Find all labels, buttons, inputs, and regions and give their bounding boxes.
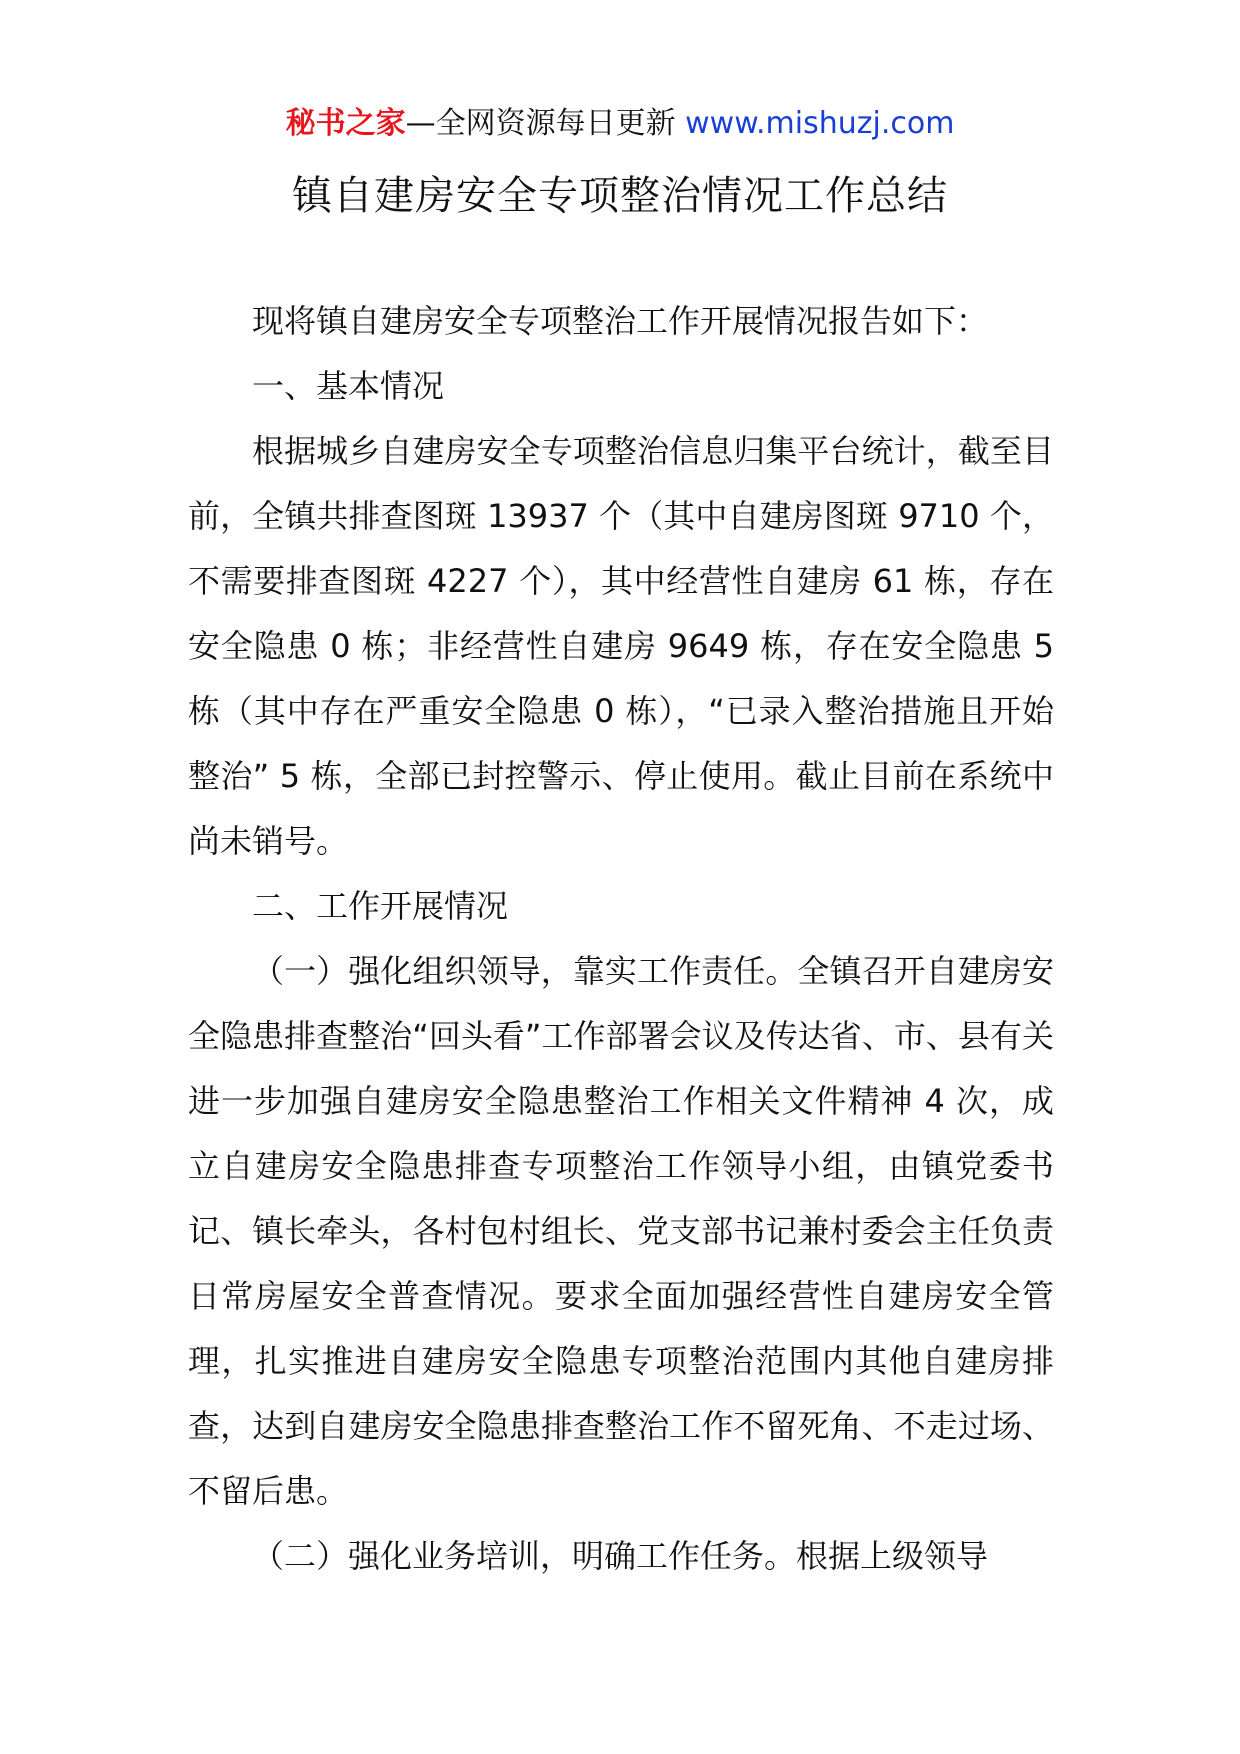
header-slogan: —全网资源每日更新 [405, 106, 676, 141]
site-header [0, 102, 1240, 146]
brand-name: 秘书之家 [285, 106, 406, 141]
document-title: 镇自建房安全专项整治情况工作总结 [292, 173, 948, 219]
site-url-link[interactable]: www.mishuzj.com [685, 106, 955, 141]
section-heading-basic-situation: 一、基本情况 [252, 367, 445, 405]
basic-situation-paragraph: 根据城乡自建房安全专项整治信息归集平台统计，截至目前，全镇共排查图斑 13937 个（其中自建房图斑 9710 个，不需要排查图斑 4227 个），其中经营性自建房 61 栋，存在安全隐患 0 栋；非经营性自建房 9649 栋，存在安全隐患 5 栋（其中存在严重安全隐患 0 栋），“已录入整治措施且开始整治” 5 栋，全部已封控警示、停止使用。截止目前在系统中尚未销号。 [188, 432, 1054, 860]
document-body [188, 289, 1054, 1589]
work-item-1-paragraph: （一）强化组织领导，靠实工作责任。全镇召开自建房安全隐患排查整治“回头看”工作部署会议及传达省、市、县有关进一步加强自建房安全隐患整治工作相关文件精神 4 次，成立自建房安全隐患排查专项整治工作领导小组，由镇党委书记、镇长牵头，各村包村组长、党支部书记兼村委会主任负责日常房屋安全普查情况。要求全面加强经营性自建房安全管理，扎实推进自建房安全隐患专项整治范围内其他自建房排查，达到自建房安全隐患排查整治工作不留死角、不走过场、不留后患。 [188, 952, 1054, 1510]
intro-paragraph: 现将镇自建房安全专项整治工作开展情况报告如下： [252, 302, 989, 340]
work-item-2-paragraph: （二）强化业务培训，明确工作任务。根据上级领导 [252, 1537, 989, 1575]
section-heading-work-progress: 二、工作开展情况 [252, 887, 509, 925]
